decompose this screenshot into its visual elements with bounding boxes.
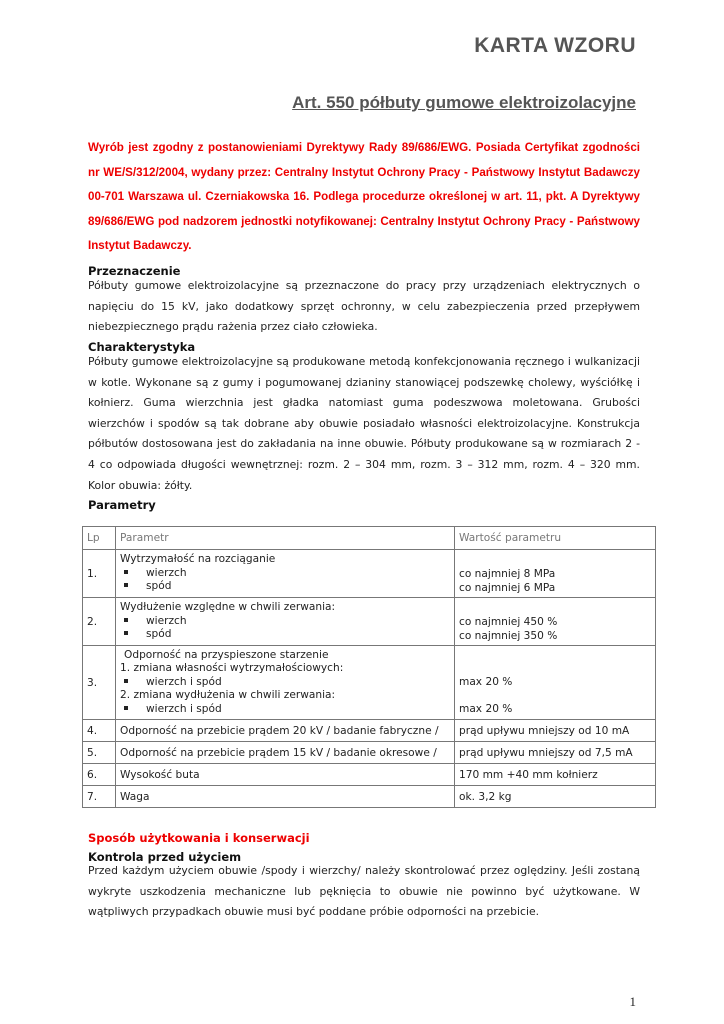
value-line: co najmniej 450 % <box>459 616 558 628</box>
column-header-lp: Lp <box>83 527 116 550</box>
table-row <box>83 720 656 742</box>
characteristics-heading: Charakterystyka <box>88 340 196 354</box>
value-cell: prąd upływu mniejszy od 10 mA <box>455 720 656 742</box>
parameters-heading: Parametry <box>88 498 156 512</box>
bullet-icon <box>124 679 128 683</box>
row-number: 7. <box>83 786 116 808</box>
purpose-text: Półbuty gumowe elektroizolacyjne są przeznaczone do pracy przy urządzeniach elektrycznych o napięciu do 15 kV, jako dodatkowy sprzęt ochronny, w celu zabezpieczenia przed przepływem niebezpiecznego prądu rażenia przez ciało człowieka. <box>88 279 640 334</box>
parameter-subheading: 1. zmiana własności wytrzymałościowych: <box>120 662 344 675</box>
parameter-subitem <box>120 628 450 642</box>
parameter-cell: Odporność na przebicie prądem 20 kV / badanie fabryczne / <box>116 720 455 742</box>
parameter-cell: Waga <box>116 786 455 808</box>
value-line: co najmniej 6 MPa <box>459 581 556 594</box>
value-cell <box>455 550 656 598</box>
bullet-icon <box>124 706 128 710</box>
parameter-subitem <box>120 703 450 717</box>
column-header-parameter: Parametr <box>116 527 455 550</box>
value-cell: ok. 3,2 kg <box>455 786 656 808</box>
table-row <box>83 598 656 646</box>
parameters-table <box>82 526 656 808</box>
value-cell <box>455 646 656 720</box>
row-number: 2. <box>83 598 116 646</box>
characteristics-text: Półbuty gumowe elektroizolacyjne są produkowane metodą konfekcjonowania ręcznego i wulkanizacji w kotle. Wykonane są z gumy i pogumowanej dzianiny stanowiącej podszewkę cholewy, wyściółkę i kołnierz. Guma wierzchnia jest gładka natomiast guma podeszwowa moletowana. Grubości wierzchów i spodów są tak dobrane aby obuwie posiadało własności elektroizolacyjne. Konstrukcja półbutów dostosowana jest do zakładania na inne obuwie. Półbuty produkowane są w rozmiarach 2 - 4 co odpowiada długości wewnętrznej: rozm. 2 – 304 mm, rozm. 3 – 312 mm, rozm. 4 – 320 mm. Kolor obuwia: żółty. <box>88 355 640 492</box>
page-title: KARTA WZORU <box>474 34 636 57</box>
value-line: co najmniej 8 MPa <box>459 568 556 580</box>
product-subtitle: Art. 550 półbuty gumowe elektroizolacyjne <box>292 93 636 112</box>
parameter-cell: Odporność na przebicie prądem 15 kV / badanie okresowe / <box>116 742 455 764</box>
row-number: 5. <box>83 742 116 764</box>
bullet-icon <box>124 583 128 587</box>
value-line: max 20 % <box>459 702 513 715</box>
subitem-label: wierzch <box>146 566 187 579</box>
subitem-label: wierzch <box>146 614 187 627</box>
parameter-cell <box>116 646 455 720</box>
parameter-subitem <box>120 615 450 629</box>
bullet-icon <box>124 618 128 622</box>
row-number: 6. <box>83 764 116 786</box>
parameter-subheading: 2. zmiana wydłużenia w chwili zerwania: <box>120 689 336 702</box>
subitem-label: wierzch i spód <box>146 702 222 715</box>
parameter-title: Wytrzymałość na rozciąganie <box>120 553 276 566</box>
value-cell: prąd upływu mniejszy od 7,5 mA <box>455 742 656 764</box>
parameter-subitem <box>120 580 450 594</box>
parameter-cell <box>116 598 455 646</box>
bullet-icon <box>124 570 128 574</box>
table-row <box>83 550 656 598</box>
parameter-title: Wydłużenie względne w chwili zerwania: <box>120 601 336 614</box>
check-text: Przed każdym użyciem obuwie /spody i wierzchy/ należy skontrolować przez oględziny. Jeśli zostaną wykryte uszkodzenia mechaniczne lub pęknięcia to obuwie nie powinno być użytkowane. W wątpliwych przypadkach obuwie musi być poddane próbie odporności na przebicie. <box>88 864 640 919</box>
table-row <box>83 646 656 720</box>
table-row <box>83 742 656 764</box>
purpose-heading: Przeznaczenie <box>88 264 181 278</box>
subitem-label: wierzch i spód <box>146 675 222 688</box>
parameter-cell: Wysokość buta <box>116 764 455 786</box>
value-line: co najmniej 350 % <box>459 629 558 642</box>
page-number: 1 <box>629 994 636 1009</box>
table-row <box>83 786 656 808</box>
table-header-row <box>83 527 656 550</box>
parameter-subitem <box>120 676 450 690</box>
table-row <box>83 764 656 786</box>
value-cell <box>455 598 656 646</box>
parameter-subitem <box>120 567 450 581</box>
bullet-icon <box>124 631 128 635</box>
parameter-cell <box>116 550 455 598</box>
certificate-statement: Wyrób jest zgodny z postanowieniami Dyrektywy Rady 89/686/EWG. Posiada Certyfikat zgodności nr WE/S/312/2004, wydany przez: Centralny Instytut Ochrony Pracy - Państwowy Instytut Badawczy 00-701 Warszawa ul. Czerniakowska 16. Podlega procedurze określonej w art. 11, pkt. A Dyrektywy 89/686/EWG pod nadzorem jednostki notyfikowanej: Centralny Instytut Ochrony Pracy - Państwowy Instytut Badawczy. <box>88 141 640 252</box>
value-line: max 20 % <box>459 675 513 688</box>
check-heading: Kontrola przed użyciem <box>88 850 242 864</box>
subitem-label: spód <box>146 580 172 593</box>
row-number: 4. <box>83 720 116 742</box>
parameter-title: Odporność na przyspieszone starzenie <box>124 648 329 661</box>
column-header-value: Wartość parametru <box>455 527 656 550</box>
value-cell: 170 mm +40 mm kołnierz <box>455 764 656 786</box>
usage-heading: Sposób użytkowania i konserwacji <box>88 831 310 845</box>
row-number: 1. <box>83 550 116 598</box>
subitem-label: spód <box>146 628 172 641</box>
row-number: 3. <box>83 646 116 720</box>
